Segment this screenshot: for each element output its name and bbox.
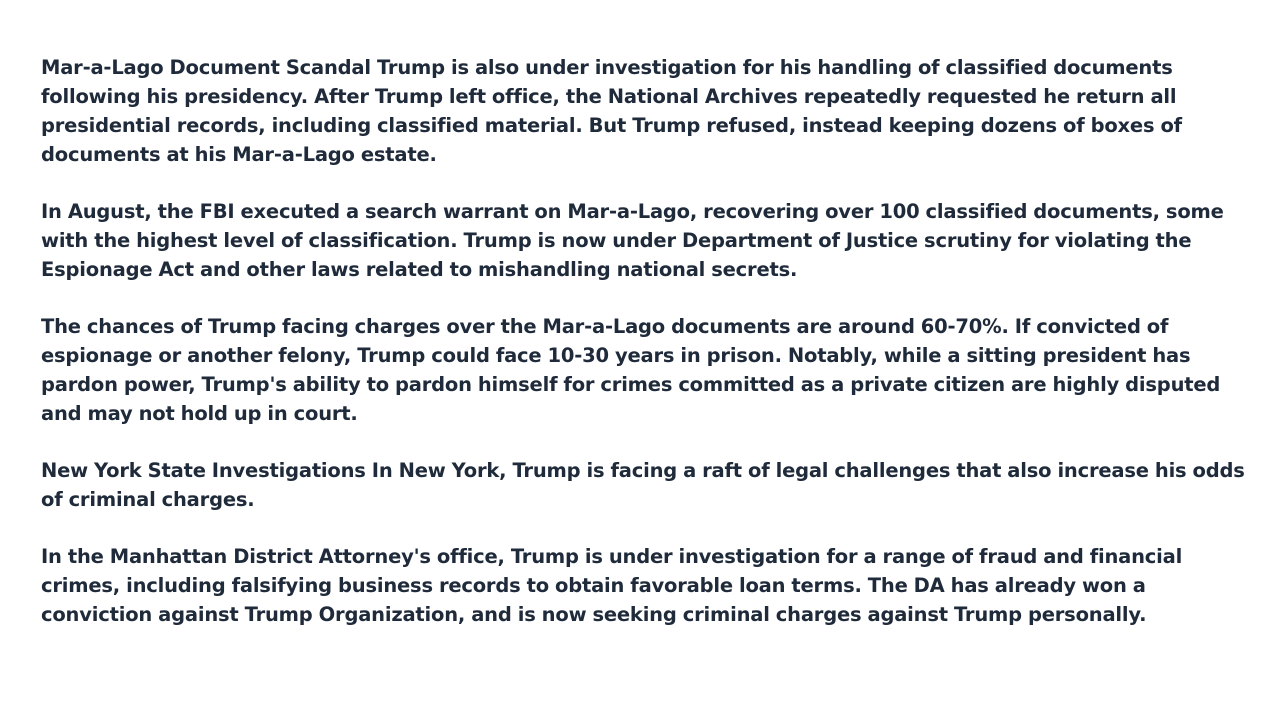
paragraph-charge-chances: The chances of Trump facing charges over the Mar-a-Lago documents are around 60-70%. If convicted of espionage or another felony, Trump could face 10-30 years in prison. Notably, while a sitting president has pardon power, Trump's ability to pardon himself for crimes committed as a private citizen are highly disputed and may not hold up in court.	[41, 315, 1221, 425]
paragraph-new-york-investigations: New York State Investigations In New York, Trump is facing a raft of legal challenges that also increase his odds of criminal charges.	[41, 459, 1245, 511]
paragraph-manhattan-da: In the Manhattan District Attorney's office, Trump is under investigation for a range of fraud and financial crimes, including falsifying business records to obtain favorable loan terms. The DA has already won a conviction against Trump Organization, and is now seeking criminal charges against Trump personally.	[41, 545, 1183, 626]
document-body	[41, 53, 1246, 657]
paragraph-mar-a-lago-scandal: Mar-a-Lago Document Scandal Trump is also under investigation for his handling of classified documents following his presidency. After Trump left office, the National Archives repeatedly requested he return all presidential records, including classified material. But Trump refused, instead keeping dozens of boxes of documents at his Mar-a-Lago estate.	[41, 56, 1182, 166]
paragraph-fbi-search: In August, the FBI executed a search warrant on Mar-a-Lago, recovering over 100 classified documents, some with the highest level of classification. Trump is now under Department of Justice scrutiny for violating the Espionage Act and other laws related to mishandling national secrets.	[41, 200, 1224, 281]
